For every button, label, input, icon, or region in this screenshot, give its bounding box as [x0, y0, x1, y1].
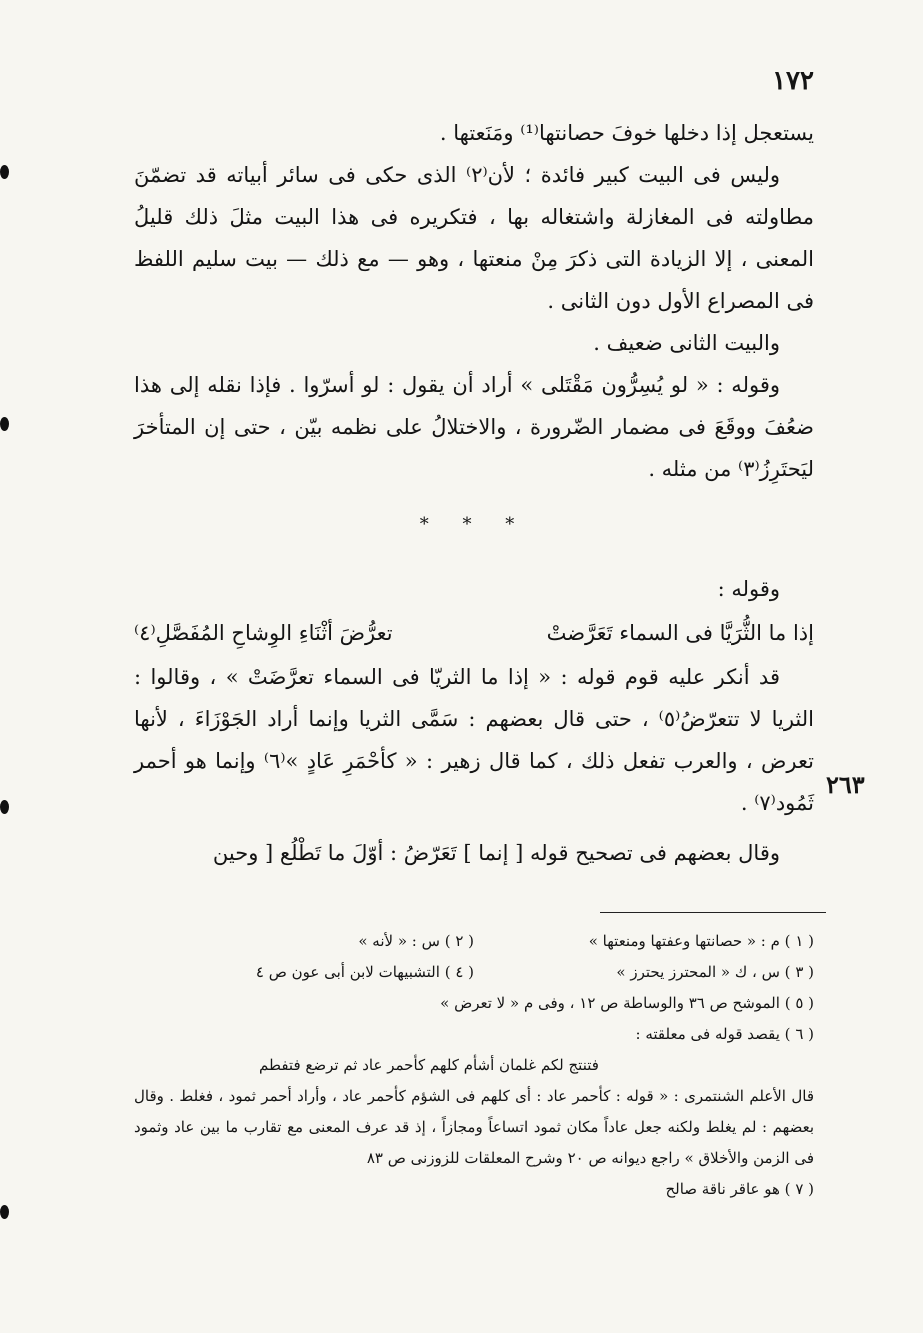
main-text: [134, 112, 814, 874]
footnote-2: ( ٢ ) س : « لأنه »: [358, 932, 474, 950]
paragraph: وليس فى البيت كبير فائدة ؛ لأن⁽٢⁾ الذى حكى فى سائر أبياته قد تضمّنَ مطاولته فى المغازلة واشتغاله بها ، فتكريره فى هذا البيت مثلَ ذلك قليلُ المعنى ، إلا الزيادة التى ذكرَ مِنْ منعتها ، وهو — مع ذلك — بيت سليم اللفظ فى المصراع الأول دون الثانى .: [134, 163, 814, 313]
verse-first-hemistich: إذا ما الثُّرَيَّا فى السماء تَعَرَّضتْ: [546, 621, 814, 645]
footnote-row: [134, 926, 814, 957]
margin-dot-icon: [0, 1205, 9, 1219]
margin-dot-icon: [0, 417, 9, 431]
footnote-5: ( ٥ ) الموشح ص ٣٦ والوساطة ص ١٢ ، وفى م « لا تعرض »: [440, 994, 814, 1012]
margin-page-number: ٢٦٣: [826, 770, 865, 799]
paragraph: وقال بعضهم فى تصحيح قوله [ إنما ] تَعَرّضُ : أوّلَ ما تَطْلُع [ وحين: [212, 841, 780, 865]
footnote-6-commentary: قال الأعلم الشنتمرى : « قوله : كأحمر عاد : أى كلهم فى الشؤم كأحمر عاد ، وأراد أحمر ثمود ، فغلط . وقال بعضهم : لم يغلط ولكنه جعل عاداً مكان ثمود اتساعاً ومجازاً ، إذ قد عرف المعنى مع تقارب ما بين عاد وثمود فى الزمن والأخلاق » راجع ديوانه ص ٢٠ وشرح المعلقات للزوزنى ص ٨٣: [134, 1087, 814, 1167]
section-separator: * * *: [419, 514, 529, 535]
paragraph: قد أنكر عليه قوم قوله : « إذا ما الثريّا فى السماء تعرَّضَتْ » ، وقالوا : الثريا لا تتعرّضُ⁽٥⁾ ، حتى قال بعضهم : سَمَّى الثريا وإنما أراد الجَوْزَاءَ ، لأنها تعرض ، والعرب تفعل ذلك ، كما قال زهير : « كأحْمَرِ عَادٍ »⁽٦⁾ وإنما هو أحمر ثَمُود⁽٧⁾ .: [134, 665, 814, 815]
paragraph: يستعجل إذا دخلها خوفَ حصانتها⁽¹⁾ ومَنَعتها .: [439, 121, 814, 145]
footnote-3: ( ٣ ) س ، ك « المحترز يحترز »: [616, 963, 814, 981]
margin-dot-icon: [0, 800, 9, 814]
poem-verse: [134, 612, 814, 654]
paragraph: وقوله : « لو يُسِرُّون مَقْتَلى » أراد أن يقول : لو أسرّوا . فإذا نقله إلى هذا ضعُفَ ووقَعَ فى مضمار الضّرورة ، والاختلالُ على نظمه بيّن ، حتى إن المتأخرَ ليَحتَرِزُ⁽٣⁾ من مثله .: [134, 373, 814, 481]
paragraph: والبيت الثانى ضعيف .: [593, 331, 780, 355]
footnote-7: ( ٧ ) هو عاقر ناقة صالح: [665, 1180, 814, 1198]
footnote-6-verse: فتنتج لكم غلمان أشأم كلهم كأحمر عاد ثم ترضع فتفطم: [259, 1056, 599, 1074]
footnotes: [134, 926, 814, 1205]
footnote-divider: [600, 912, 826, 913]
footnote-4: ( ٤ ) التشبيهات لابن أبى عون ص ٤: [255, 963, 474, 981]
verse-second-hemistich: تعرُّضَ أثْنَاءِ الوِشاحِ المُفَصَّلِ⁽٤⁾: [134, 621, 393, 645]
footnote-row: [134, 957, 814, 988]
margin-dot-icon: [0, 165, 9, 179]
footnote-6: ( ٦ ) يقصد قوله فى معلقته :: [635, 1025, 814, 1043]
footnote-1: ( ١ ) م : « حصانتها وعفتها ومنعتها »: [588, 932, 814, 950]
paragraph: وقوله :: [717, 577, 780, 601]
page-number: ١٧٢: [772, 66, 814, 96]
